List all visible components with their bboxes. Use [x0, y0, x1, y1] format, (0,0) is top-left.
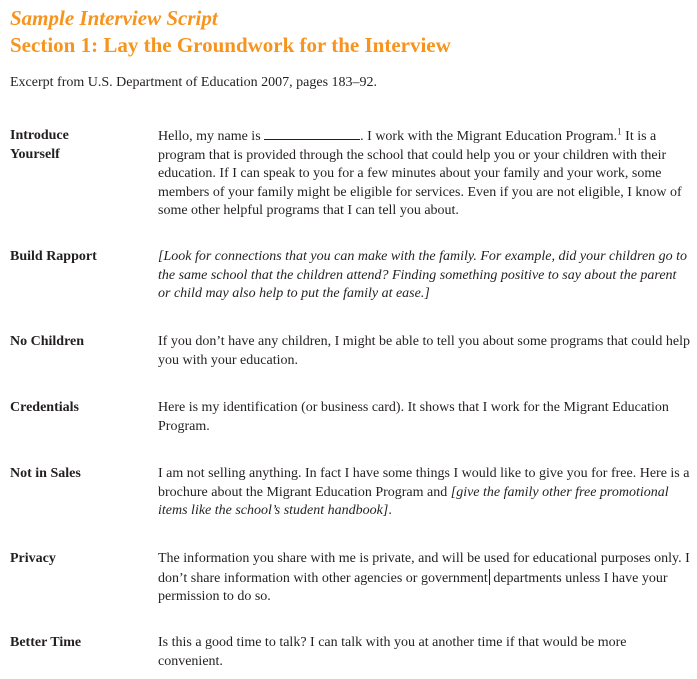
text-build-rapport — [158, 248, 690, 304]
label-privacy: Privacy — [10, 551, 56, 566]
section-title: Section 1: Lay the Groundwork for the Interview — [10, 33, 451, 57]
label-better-time: Better Time — [10, 635, 82, 650]
label-line: Introduce — [10, 128, 69, 143]
text-credentials: Here is my identification (or business card). It shows that I work for the Migrant Education Program. — [158, 400, 669, 434]
text-segment: departments unless I have your permission to do so. — [158, 570, 668, 604]
name-blank-line — [264, 127, 360, 140]
text-better-time: Is this a good time to talk? I can talk with you at another time if that would be more convenient. — [158, 635, 627, 669]
text-segment: . I work with the Migrant Education Program. — [360, 129, 618, 144]
text-segment: The information you share with me is private, and will be used for educational purposes only. I don’t share information with other agencies or government — [158, 551, 690, 586]
text-introduce-yourself — [158, 127, 690, 221]
label-credentials: Credentials — [10, 400, 79, 415]
text-segment: It is a program that is provided through the school that could help you or your children with their education. If I can speak to you for a few minutes about your family and your work, some members of your family might be eligible for services. Even if you are not eligible, I know of some other helpful programs that I can tell you about. — [158, 129, 682, 218]
label-not-in-sales: Not in Sales — [10, 466, 81, 481]
label-introduce-yourself — [10, 127, 150, 164]
excerpt-citation: Excerpt from U.S. Department of Education 2007, pages 183–92. — [10, 75, 378, 90]
text-segment: . — [388, 503, 392, 518]
label-line: Yourself — [10, 146, 60, 162]
text-segment: Hello, my name is — [158, 129, 265, 144]
label-build-rapport: Build Rapport — [10, 249, 97, 264]
text-segment: [Look for connections that you can make with the family. For example, did your children go to the same school that the children attend? Finding something positive to say about the parent or child may also help to put the family at ease.] — [158, 249, 688, 301]
text-no-children: If you don’t have any children, I might be able to tell you about some programs that could help you with your education. — [158, 334, 690, 368]
footnote-marker: 1 — [617, 126, 622, 137]
label-no-children: No Children — [10, 334, 85, 349]
text-privacy[interactable] — [158, 550, 690, 607]
text-segment: [give the family other free promotional items like the school’s student handbook] — [158, 484, 669, 518]
text-not-in-sales — [158, 465, 690, 521]
document-title: Sample Interview Script — [10, 6, 218, 30]
text-segment: I am not selling anything. In fact I have some things I would like to give you for free. Here is a brochure about the Migrant Education Program and — [158, 466, 690, 500]
